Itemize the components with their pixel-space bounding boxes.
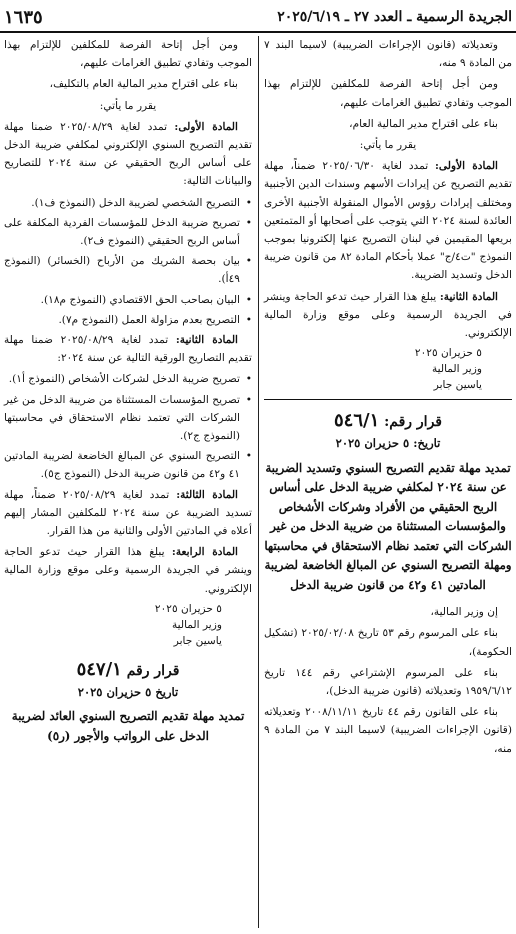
article-label: المادة الثالثة:: [176, 488, 238, 501]
paragraph: بناء على المرسوم رقم ٥٣ تاريخ ٢٠٢٥/٠٢/٠٨ (تشكيل الحكومة)،: [264, 627, 512, 658]
column-divider: [258, 36, 259, 928]
page-header: [4, 4, 512, 30]
list-item: • التصريح الشخصي لضريبة الدخل (النموذج ف١).: [4, 194, 252, 212]
article-label: المادة الثانية:: [175, 334, 238, 347]
decree-separator: [264, 399, 512, 400]
decree-title: [4, 658, 252, 680]
article-4: [4, 543, 252, 598]
signature-block: [264, 345, 482, 393]
article-label: المادة الرابعة:: [171, 546, 239, 559]
article-text: يبلغ هذا القرار حيث تدعو الحاجة وينشر في الجريدة الرسمية وعلى موقع وزارة المالية الإلكتروني.: [4, 546, 252, 595]
gazette-title: الجريدة الرسمية ـ العدد ٢٧ ـ ٢٠٢٥/٦/١٩: [277, 9, 512, 25]
article-text: تمدد لغاية ٢٠٢٥/٠٦/٣٠ ضمناً، مهلة تقديم التصريح عن إيرادات الأسهم وسندات الدين الأجنبية ومختلف إيرادات رؤوس الأموال المنقولة الأجنبية الأخرى العائدة لسنة ٢٠٢٤ التي يتوجب على أصحابها أو المتمتعين بريعها المقيمين في لبنان التصريح عنها إلكترونيا بموجب النموذج "ت٤/ج" عملا بأحكام المادة ٨٢ من قانون ضريبة الدخل وتسديد الضريبة.: [264, 160, 512, 282]
list-item: • البيان بصاحب الحق الاقتصادي (النموذج م١٨).: [4, 291, 252, 309]
left-column: [4, 36, 252, 928]
article-text: تمدد لغاية ٢٠٢٥/٠٨/٢٩ ضمنا مهلة تقديم التصاريح الورقية التالية عن سنة ٢٠٢٤:: [4, 334, 252, 365]
signature-title: وزير المالية: [431, 363, 482, 376]
article-2: [264, 288, 512, 343]
signature-name: ياسين جابر: [433, 379, 482, 392]
article-3: [4, 486, 252, 541]
right-column: [264, 36, 512, 928]
paragraph: إن وزير المالية،: [430, 606, 498, 619]
list-item: • تصريح المؤسسات المستثناة من ضريبة الدخل من غير الشركات التي تعتمد نظام الاستحقاق في محاسبتها (النموذج ج٢).: [4, 391, 252, 446]
signature-date: ٥ حزيران ٢٠٢٥: [154, 602, 222, 615]
article-1: [264, 157, 512, 284]
decree-subject: تمديد مهلة تقديم التصريح السنوي وتسديد الضريبة عن سنة ٢٠٢٤ لمكلفي ضريبة الدخل على أساس الربح الحقيقي من الأفراد وشركات الأشخاص والمؤسسات المستثناة من ضريبة الدخل من غير الشركات التي تعتمد نظام الاستحقاق في محاسبتها ومهلة التصريح السنوي عن المبالغ الخاضعة لضريبة المادتين ٤١ و٤٢ من قانون ضريبة الدخل: [264, 460, 512, 592]
decree-date: تاريخ ٥ حزيران ٢٠٢٥: [77, 685, 179, 700]
signature-title: وزير المالية: [171, 618, 222, 631]
decree-title: [264, 412, 512, 431]
article-label: المادة الأولى:: [435, 160, 498, 173]
paragraph: بناء على القانون رقم ٤٤ تاريخ ٢٠٠٨/١١/١١ وتعديلاته (قانون الإجراءات الضريبية) لاسيما البند ٧ من المادة ٩ منه،: [264, 706, 512, 755]
decree-label: قرار رقم:: [379, 414, 442, 431]
article-text: يبلغ هذا القرار حيث تدعو الحاجة وينشر في الجريدة الرسمية وعلى موقع وزارة المالية الإلكتروني.: [264, 290, 512, 340]
form-list: [4, 370, 252, 483]
signature-block: [4, 601, 222, 649]
resolves-line: يقرر ما يأتي:: [99, 99, 157, 112]
article-text: تمدد لغاية ٢٠٢٥/٠٨/٢٩ ضمنا مهلة تقديم التصريح السنوي الإلكتروني لمكلفي ضريبة الدخل على أساس الربح الحقيقي عن سنة ٢٠٢٤ للتصاريح والبيانات التالية:: [4, 120, 252, 188]
signature-name: ياسين جابر: [173, 634, 222, 647]
header-rule: [0, 31, 516, 33]
paragraph: وتعديلاته (قانون الإجراءات الضريبية) لاسيما البند ٧ من المادة ٩ منه،: [264, 39, 512, 70]
decree-date: تاريخ: ٥ حزيران ٢٠٢٥: [335, 436, 441, 451]
article-label: المادة الثانية:: [439, 290, 498, 303]
decree-number: ٥٤٧/١: [76, 658, 122, 680]
decree-number: ٥٤٦/١: [333, 410, 380, 432]
signature-date: ٥ حزيران ٢٠٢٥: [414, 347, 482, 360]
list-item: • تصريح ضريبة الدخل لشركات الأشخاص (النموذج أ١).: [4, 370, 252, 388]
decree-subject: تمديد مهلة تقديم التصريح السنوي العائد لضريبة الدخل على الرواتب والأجور (ر٥): [11, 709, 245, 743]
page-number: ١٦٣٥: [4, 6, 43, 28]
paragraph: بناء على اقتراح مدير المالية العام بالتكليف،: [49, 78, 238, 91]
article-label: المادة الأولى:: [174, 120, 238, 133]
list-item: • التصريح بعدم مزاولة العمل (النموذج م٧).: [4, 311, 252, 329]
paragraph: بناء على اقتراح مدير المالية العام،: [349, 117, 498, 130]
list-item: • بيان بحصة الشريك من الأرباح (الخسائر) (النموذج ٤٩أ).: [4, 252, 252, 288]
paragraph: ومن أجل إتاحة الفرصة للمكلفين للإلتزام بهذا الموجب وتفادي تطبيق الغرامات عليهم،: [4, 39, 252, 70]
article-1: [4, 118, 252, 191]
article-2: [4, 331, 252, 367]
resolves-line: يقرر ما يأتي:: [359, 139, 417, 152]
list-item: • تصريح ضريبة الدخل للمؤسسات الفردية المكلفة على أساس الربح الحقيقي (النموذج ف٢).: [4, 214, 252, 250]
decree-label: قرار رقم: [121, 662, 180, 679]
paragraph: بناء على المرسوم الإشتراعي رقم ١٤٤ تاريخ ١٩٥٩/٦/١٢ وتعديلاته (قانون ضريبة الدخل)،: [264, 666, 512, 697]
list-item: • التصريح السنوي عن المبالغ الخاضعة لضريبة المادتين ٤١ و٤٢ من قانون ضريبة الدخل (النموذج ج٥).: [4, 447, 252, 483]
article-text: تمدد لغاية ٢٠٢٥/٠٨/٢٩ ضمناً، مهلة تسديد الضريبة عن سنة ٢٠٢٤ للمكلفين المشار إليهم أعلاه في المادتين الأولى والثانية من هذا القرار.: [4, 488, 252, 538]
paragraph: ومن أجل إتاحة الفرصة للمكلفين للإلتزام بهذا الموجب وتفادي تطبيق الغرامات عليهم،: [264, 78, 512, 109]
form-list: [4, 194, 252, 329]
